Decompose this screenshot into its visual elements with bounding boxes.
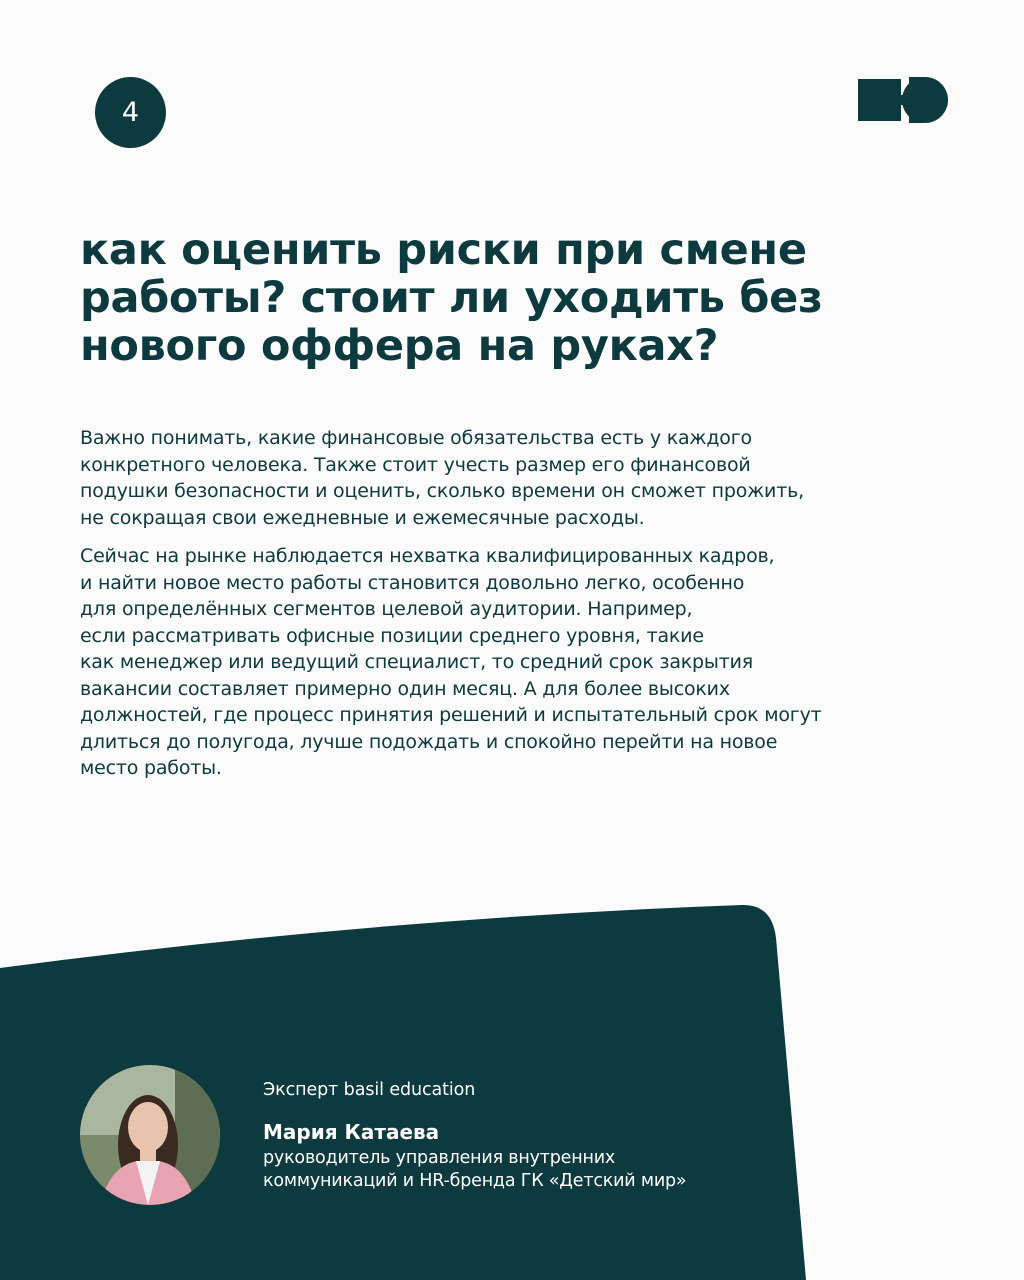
body-paragraph-1: Важно понимать, какие финансовые обязательства есть у каждого конкретного человека. Также стоит учесть размер его финансовой подушки безопасности и оценить, сколько времени он сможет прожить, не сокращая свои ежедневные и ежемесячные расходы. — [80, 427, 804, 529]
article-body — [80, 425, 950, 794]
page-title: как оценить риски при смене работы? стоит ли уходить без нового оффера на руках? — [80, 225, 823, 371]
page-number: 4 — [121, 97, 140, 128]
expert-caption: Эксперт basil education — [263, 1080, 476, 1100]
brand-logo-icon — [858, 77, 948, 123]
expert-role: руководитель управления внутренних коммуникаций и HR-бренда ГК «Детский мир» — [263, 1148, 687, 1191]
expert-avatar — [80, 1065, 220, 1205]
body-paragraph-2: Сейчас на рынке наблюдается нехватка квалифицированных кадров, и найти новое место работы становится довольно легко, особенно для определённых сегментов целевой аудитории. Например, если рассматривать офисные позиции среднего уровня, такие как менеджер или ведущий специалист, то средний срок закрытия вакансии составляет примерно один месяц. А для более высоких должностей, где процесс принятия решений и испытательный срок могут длиться до полугода, лучше подождать и спокойно перейти на новое место работы. — [80, 545, 822, 779]
page-number-badge — [95, 77, 166, 148]
expert-name: Мария Катаева — [263, 1120, 440, 1144]
